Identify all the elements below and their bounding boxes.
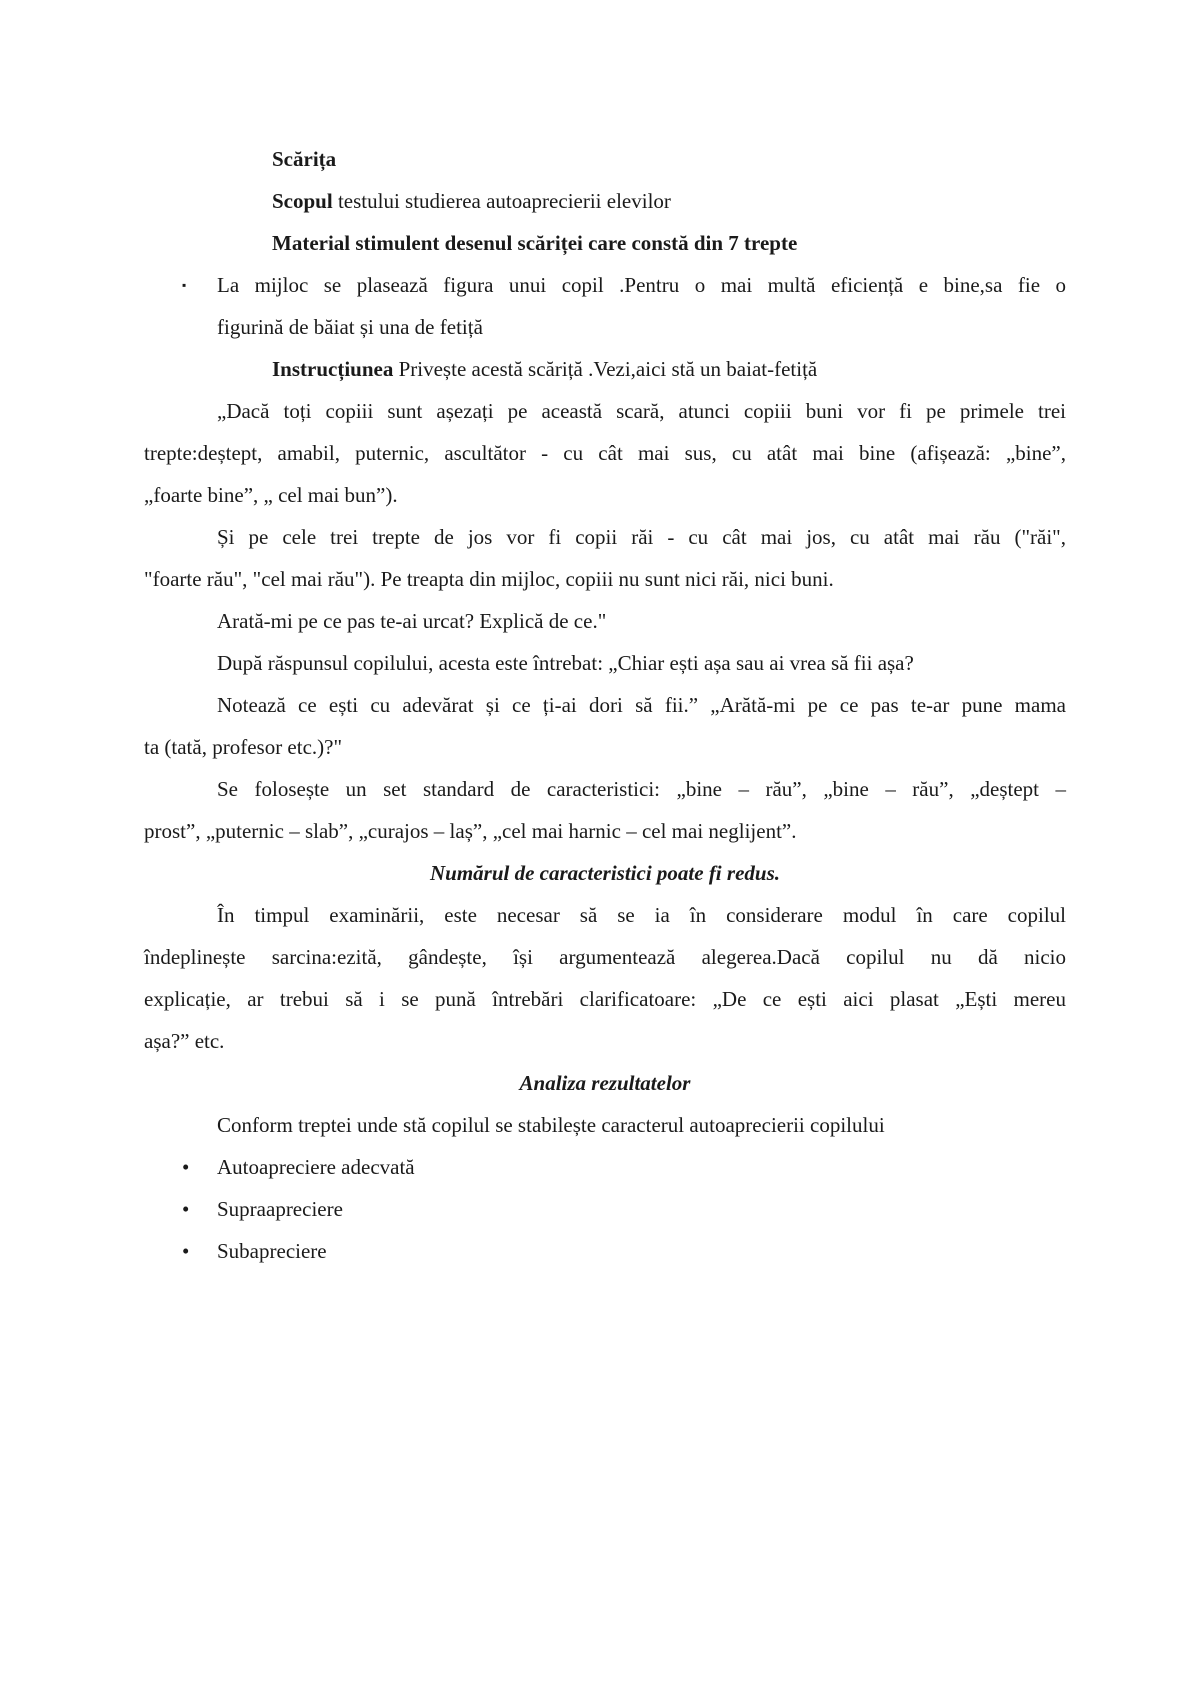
p1-line2: trepte:deștept, amabil, puternic, ascultător - cu cât mai sus, cu atât mai bine (afișează: „bine”, xyxy=(144,441,1066,465)
instruction-label: Instrucțiunea xyxy=(272,357,394,381)
result-item: Subapreciere xyxy=(217,1239,327,1263)
p1-line3: „foarte bine”, „ cel mai bun”). xyxy=(144,483,398,507)
scope-line xyxy=(272,188,671,214)
p6-line2: prost”, „puternic – slab”, „curajos – laș”, „cel mai harnic – cel mai neglijent”. xyxy=(144,819,797,843)
instruction-line xyxy=(272,356,817,382)
analysis-intro: Conform treptei unde stă copilul se stabilește caracterul autoaprecierii copilului xyxy=(217,1113,885,1137)
p7-line1: În timpul examinării, este necesar să se ia în considerare modul în care copilul xyxy=(217,903,1066,927)
instruction-text: Privește acestă scăriță .Vezi,aici stă un baiat-fetiță xyxy=(393,357,818,381)
bullet-icon: • xyxy=(182,1155,190,1179)
p2-line2: "foarte rău", "cel mai rău"). Pe treapta din mijloc, copiii nu sunt nici răi, nici buni. xyxy=(144,567,834,591)
bullet1-line2: figurină de băiat și una de fetiță xyxy=(217,315,483,339)
p5-line2: ta (tată, profesor etc.)?" xyxy=(144,735,343,759)
scope-text: testului studierea autoaprecierii elevilor xyxy=(332,189,671,213)
bullet1-line1: La mijloc se plasează figura unui copil .Pentru o mai multă eficiență e bine,sa fie o xyxy=(217,273,1066,297)
result-item: Supraapreciere xyxy=(217,1197,343,1221)
result-item: Autoapreciere adecvată xyxy=(217,1155,415,1179)
bullet-icon: • xyxy=(182,1197,190,1221)
p7-line2: îndeplinește sarcina:ezită, gândește, își argumentează alegerea.Dacă copilul nu dă nicio xyxy=(144,945,1066,969)
analysis-heading: Analiza rezultatelor xyxy=(519,1071,691,1095)
p5-line1: Notează ce ești cu adevărat și ce ți-ai dori să fii.” „Arătă-mi pe ce pas te-ar pune mama xyxy=(217,693,1066,717)
document-title: Scărița xyxy=(272,147,337,171)
square-bullet-icon: ▪ xyxy=(182,278,187,292)
p1-line1: „Dacă toți copiii sunt așezați pe această scară, atunci copiii buni vor fi pe primele trei xyxy=(217,399,1066,423)
material-line: Material stimulent desenul scăriței care constă din 7 trepte xyxy=(272,231,798,255)
p3-line: Arată-mi pe ce pas te-ai urcat? Explică de ce." xyxy=(217,609,607,633)
note-line: Numărul de caracteristici poate fi redus. xyxy=(430,861,780,885)
bullet-icon: • xyxy=(182,1239,190,1263)
p6-line1: Se folosește un set standard de caracteristici: „bine – rău”, „bine – rău”, „deștept – xyxy=(217,777,1066,801)
p7-line4: așa?” etc. xyxy=(144,1029,225,1053)
p7-line3: explicație, ar trebui să i se pună întrebări clarificatoare: „De ce ești aici plasat „Ești mereu xyxy=(144,987,1066,1011)
p4-line: După răspunsul copilului, acesta este întrebat: „Chiar ești așa sau ai vrea să fii așa? xyxy=(217,651,914,675)
p2-line1: Și pe cele trei trepte de jos vor fi copii răi - cu cât mai jos, cu atât mai rău ("răi", xyxy=(217,525,1066,549)
scope-label: Scopul xyxy=(272,189,333,213)
